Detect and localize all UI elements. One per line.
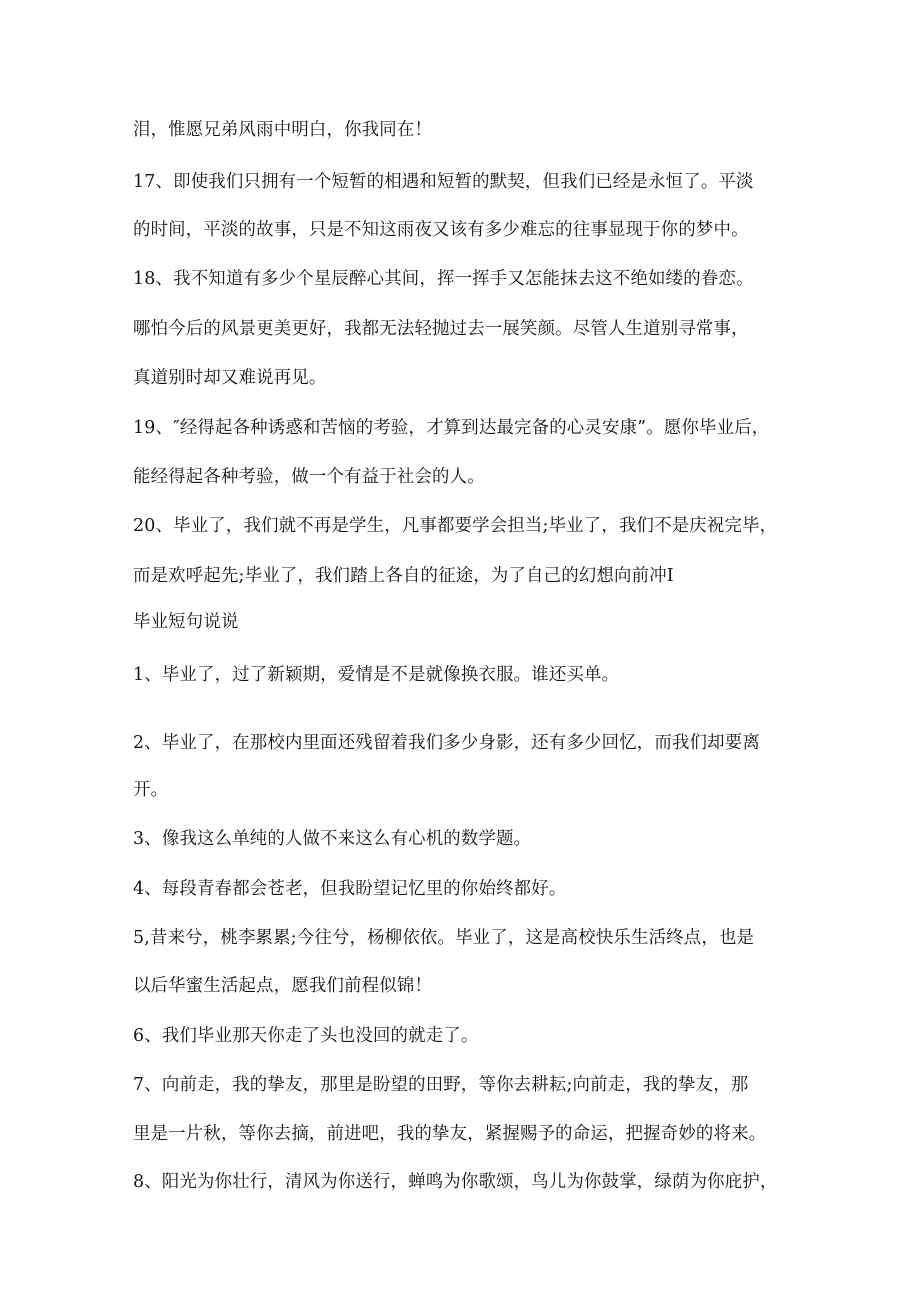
text-line: 泪，惟愿兄弟风雨中明白，你我同在！ xyxy=(133,120,433,140)
text-line: 8、阳光为你壮行，清风为你送行，蝉鸣为你歌颂，鸟儿为你鼓掌，绿荫为你庇护， xyxy=(133,1172,778,1192)
text-line: 19、″经得起各种诱惑和苦恼的考验，才算到达最完备的心灵安康”。愿你毕业后， xyxy=(133,418,770,438)
text-line: 20、毕业了，我们就不再是学生，凡事都要学会担当;毕业了，我们不是庆祝完毕， xyxy=(133,516,778,536)
text-line: 开。 xyxy=(133,780,169,800)
text-line: 2、毕业了，在那校内里面还残留着我们多少身影，还有多少回忆，而我们却要离 xyxy=(133,733,760,753)
text-line: 6、我们毕业那天你走了头也没回的就走了。 xyxy=(133,1026,479,1046)
text-line: 的时间，平淡的故事，只是不知这雨夜又该有多少难忘的往事显现于你的梦中。 xyxy=(133,220,749,240)
text-line: 以后华蜜生活起点，愿我们前程似锦！ xyxy=(133,976,433,996)
text-line: 5,昔来兮，桃李累累;今往兮，杨柳依依。毕业了，这是高校快乐生活终点，也是 xyxy=(133,928,755,948)
text-line: 里是一片秋，等你去摘，前进吧，我的挚友，紧握赐予的命运，把握奇妙的将来。 xyxy=(133,1124,767,1144)
text-line: 18、我不知道有多少个星辰醉心其间，挥一挥手又怎能抹去这不绝如缕的眷恋。 xyxy=(133,269,754,289)
text-line: 哪怕今后的风景更美更好，我都无法轻抛过去一展笑颜。尽管人生道别寻常事， xyxy=(133,319,749,339)
text-line: 17、即使我们只拥有一个短暂的相遇和短暂的默契，但我们已经是永恒了。平淡 xyxy=(133,172,754,192)
text-line: 真道别时却又难说再见。 xyxy=(133,368,327,388)
text-line: 1、毕业了，过了新颖期，爱情是不是就像换衣服。谁还买单。 xyxy=(133,665,620,685)
text-line: 4、每段青春都会苍老，但我盼望记忆里的你始终都好。 xyxy=(133,879,567,899)
section-heading: 毕业短句说说 xyxy=(133,612,239,632)
text-line: 能经得起各种考验，做一个有益于社会的人。 xyxy=(133,467,485,487)
text-line: 3、像我这么单纯的人做不来这么有心机的数学题。 xyxy=(133,829,532,849)
text-line: 而是欢呼起先;毕业了，我们踏上各自的征途，为了自己的幻想向前冲I xyxy=(133,566,674,586)
text-line: 7、向前走，我的挚友，那里是盼望的田野，等你去耕耘;向前走，我的挚友，那 xyxy=(133,1075,749,1095)
